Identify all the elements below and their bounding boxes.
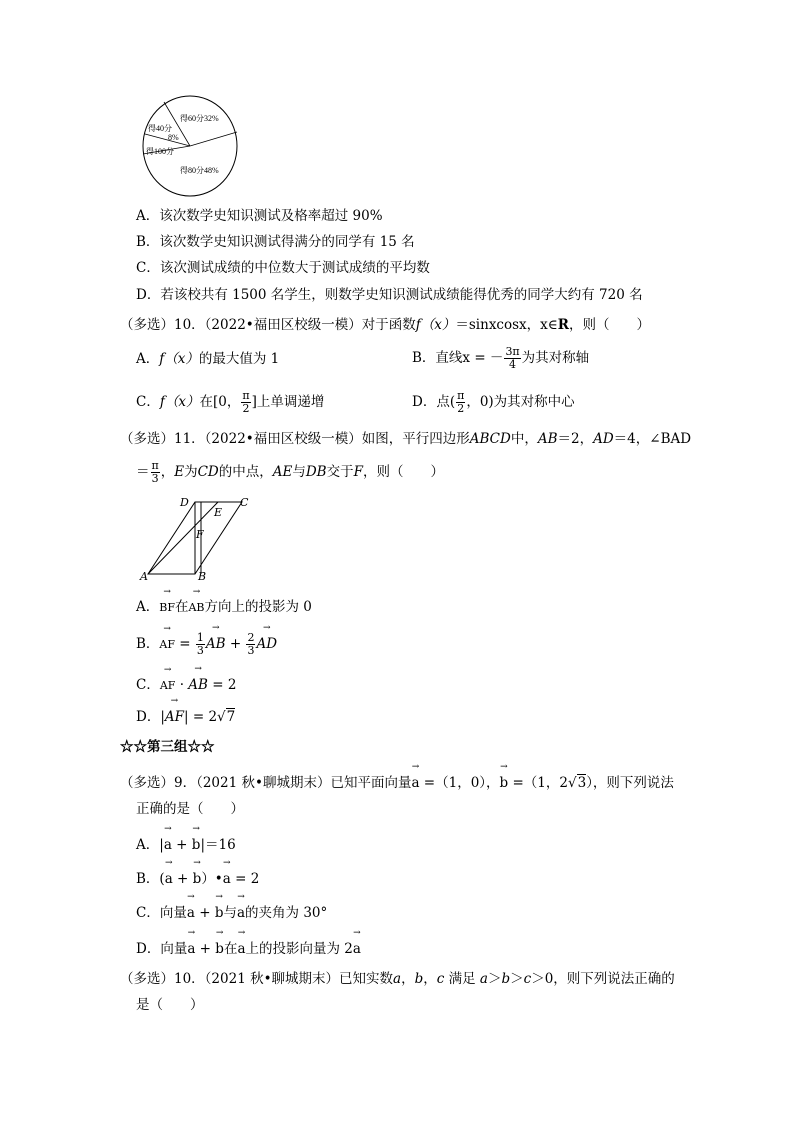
option-a: A．该次数学史知识测试及格率超过 90% (136, 208, 383, 224)
q9-option-b: B．(→ a + → b）•→ a = 2 (136, 870, 259, 888)
q9-stem-line2: 正确的是（ ） (136, 801, 244, 817)
q11-option-a: A．→ BF在→ AB方向上的投影为 0 (136, 598, 312, 617)
q11-option-d: D．|→ AF| = 2√7 (136, 708, 235, 726)
parallelogram-figure (140, 496, 250, 584)
q10b-stem-line1: （多选）10．（2021 秋•聊城期末）已知实数a，b，c 满足 a＞b＞c＞0，则下列说法正确的 (120, 971, 675, 987)
q11-option-b: B．→ AF = $\frac{1}{3}$ → AB + $\frac{2}{3}$ → AD (136, 632, 277, 657)
q10b-stem-line2: 是（ ） (136, 997, 204, 1013)
pie-label-40: 得40分 (148, 124, 172, 133)
figure-label-a: A (140, 570, 148, 583)
figure-label-b: B (198, 570, 207, 583)
figure-label-c: C (240, 496, 249, 509)
q10-option-a: A．f（x）的最大值为 1 (136, 351, 280, 367)
q11-stem-line2: ＝ $\frac{\pi}{3}$ ，E为CD的中点，AE与DB交于F，则（ ） (136, 459, 444, 485)
q9-option-a: A．|→ a + → b|＝16 (136, 836, 236, 854)
option-b: B．该次数学史知识测试得满分的同学有 15 名 (136, 234, 415, 250)
pie-label-80: 得80分48% (180, 166, 219, 175)
figure-label-e: E (214, 506, 223, 519)
pie-label-40-pct: 8% (168, 133, 179, 142)
figure-label-d: D (180, 496, 189, 509)
q9-option-c: C．向量→ a + → b与→ a的夹角为 30° (136, 904, 327, 922)
q10-option-b: B．直线x = － $\frac{3\pi}{4}$ 为其对称轴 (412, 345, 590, 371)
figure-label-f: F (196, 528, 204, 541)
q9-option-d: D．向量→ a + → b在→ a上的投影向量为 2→ a (136, 940, 361, 958)
section-heading: ☆☆第三组☆☆ (120, 739, 215, 755)
q10-stem: （多选）10．（2022•福田区校级一模）对于函数f（x）＝sinxcosx，x∈R，则（ ） (120, 317, 650, 333)
option-d: D．若该校共有 1500 名学生，则数学史知识测试成绩能得优秀的同学大约有 720 名 (136, 287, 643, 303)
pie-label-60: 得60分32% (180, 114, 219, 123)
q10-option-d: D．点( $\frac{\pi}{2}$ ，0)为其对称中心 (412, 389, 575, 415)
q11-option-c: C．→ AF · → AB = 2 (136, 676, 236, 695)
q10-option-c: C．f（x）在[0， $\frac{\pi}{2}$ ]上单调递增 (136, 389, 325, 415)
q11-stem-line1: （多选）11．（2022•福田区校级一模）如图，平行四边形ABCD中，AB＝2，AD＝4，∠BAD (120, 431, 692, 447)
segment-ae (148, 502, 218, 574)
pie-label-100: 得100分 (146, 147, 174, 156)
option-c: C．该次测试成绩的中位数大于测试成绩的平均数 (136, 260, 430, 276)
q9-stem-line1: （多选）9．（2021 秋•聊城期末）已知平面向量→ a =（1，0），→ b =（1，2√3），则下列说法 (120, 774, 674, 792)
